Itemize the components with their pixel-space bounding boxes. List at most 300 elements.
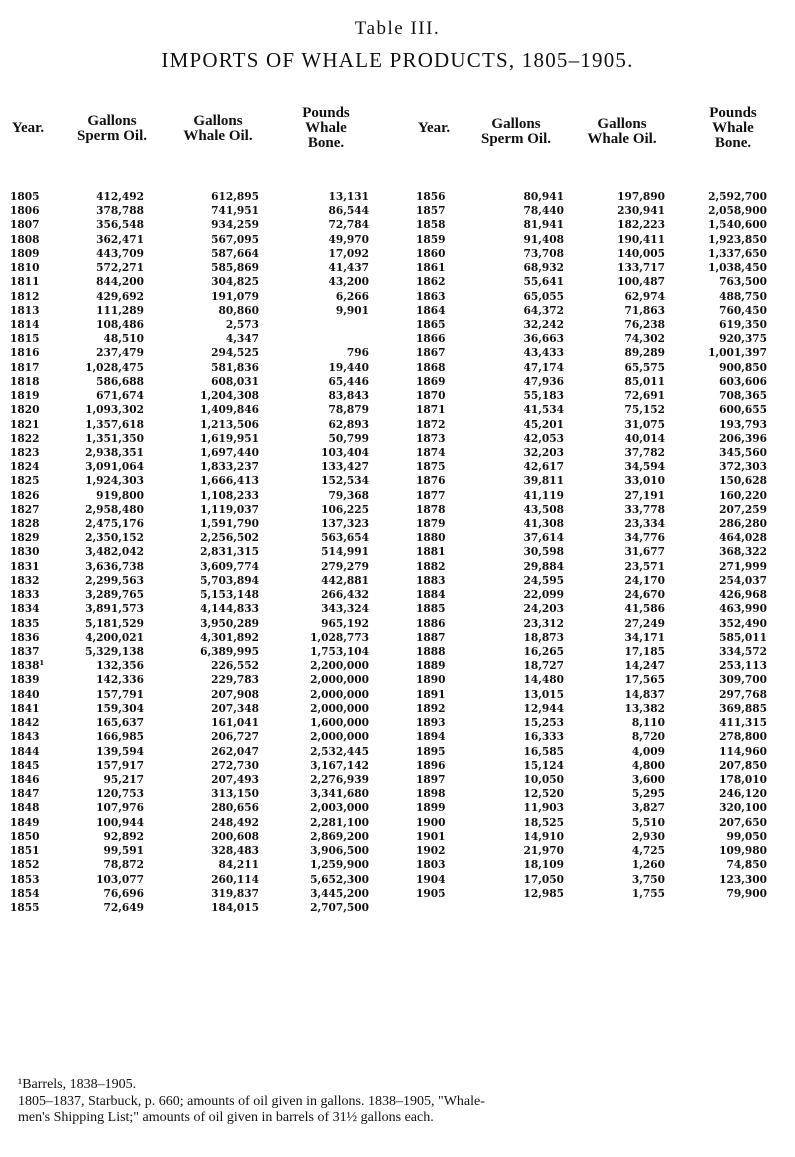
whale-oil-cell: 71,863 <box>624 302 665 317</box>
whale-oil-cell: 567,095 <box>211 231 259 246</box>
sperm-oil-cell: 108,486 <box>96 316 144 331</box>
whale-oil-cell: 1,697,440 <box>200 444 259 459</box>
sperm-oil-cell: 16,585 <box>523 743 564 758</box>
whale-oil-cell: 1,591,790 <box>200 516 259 531</box>
whale-bone-cell <box>277 317 369 331</box>
whale-bone-cell: 86,544 <box>328 203 369 218</box>
whale-bone-cell: 3,906,500 <box>310 843 369 858</box>
whale-bone-cell: 1,038,450 <box>708 260 767 275</box>
sperm-oil-cell: 37,614 <box>523 530 564 545</box>
whale-bone-cell: 72,784 <box>328 217 369 232</box>
year-cell: 1818 <box>10 373 40 388</box>
whale-oil-cell: 5,510 <box>631 814 665 829</box>
whale-bone-cell: 2,532,445 <box>310 743 369 758</box>
year-cell: 1870 <box>416 388 446 403</box>
whale-bone-cell: 13,131 <box>328 189 369 203</box>
whale-bone-cell: 271,999 <box>719 558 767 573</box>
whale-bone-cell: 193,793 <box>719 416 767 431</box>
whale-oil-cell: 182,223 <box>617 217 665 232</box>
year-cell: 1867 <box>416 345 446 360</box>
whale-oil-cell: 3,609,774 <box>200 558 259 573</box>
sperm-oil-cell: 47,936 <box>523 373 564 388</box>
year-cell: 1851 <box>10 843 40 858</box>
whale-oil-cell: 1,204,308 <box>200 388 259 403</box>
year-cell: 1807 <box>10 217 40 232</box>
year-cell: 1815 <box>10 331 40 346</box>
sperm-oil-cell: 2,350,152 <box>85 530 144 545</box>
year-cell: 1850 <box>10 828 40 843</box>
sperm-oil-cell: 81,941 <box>523 217 564 232</box>
year-cell: 1878 <box>416 501 446 516</box>
whale-bone-cell: 1,600,000 <box>310 715 369 730</box>
year-cell: 1805 <box>10 189 40 203</box>
sperm-oil-cell: 5,181,529 <box>85 615 144 630</box>
sperm-oil-cell: 91,408 <box>523 231 564 246</box>
sperm-oil-cell: 165,637 <box>96 715 144 730</box>
whale-oil-cell: 304,825 <box>211 274 259 289</box>
table-subtitle: IMPORTS OF WHALE PRODUCTS, 1805–1905. <box>161 48 634 72</box>
year-cell: 1829 <box>10 530 40 545</box>
sperm-oil-cell: 1,357,618 <box>85 416 144 431</box>
year-cell: 1888 <box>416 644 446 658</box>
whale-oil-cell: 1,108,233 <box>200 487 259 502</box>
left-whale-column <box>167 189 259 914</box>
whale-bone-cell: 9,901 <box>335 302 369 317</box>
sperm-oil-cell: 12,520 <box>523 786 564 801</box>
left-years-column <box>10 189 44 914</box>
year-cell: 1868 <box>416 359 446 374</box>
year-cell: 1833 <box>10 587 40 602</box>
sperm-oil-cell: 12,944 <box>523 700 564 715</box>
sperm-oil-cell: 356,548 <box>96 217 144 232</box>
year-cell: 1865 <box>416 316 446 331</box>
year-cell: 1889 <box>416 658 446 673</box>
whale-oil-cell: 14,247 <box>624 658 665 673</box>
sperm-oil-cell: 111,289 <box>96 302 144 317</box>
sperm-oil-cell: 18,727 <box>523 658 564 673</box>
year-cell: 1890 <box>416 672 446 687</box>
sperm-oil-cell: 443,709 <box>96 245 144 260</box>
header-year-right: Year. <box>417 120 451 136</box>
sperm-oil-cell: 107,976 <box>96 800 144 815</box>
year-cell: 1854 <box>10 885 40 900</box>
year-cell: 1891 <box>416 686 446 701</box>
whale-bone-cell: 160,220 <box>719 487 767 502</box>
whale-oil-cell: 4,009 <box>631 743 665 758</box>
sperm-oil-cell: 29,884 <box>523 558 564 573</box>
whale-oil-cell: 2,573 <box>225 316 259 331</box>
whale-bone-cell: 133,427 <box>321 459 369 474</box>
whale-oil-cell: 280,656 <box>211 800 259 815</box>
whale-bone-cell: 152,534 <box>321 473 369 488</box>
sperm-oil-cell: 24,595 <box>523 572 564 587</box>
year-cell: 1816 <box>10 345 40 360</box>
whale-bone-cell: 178,010 <box>719 771 767 786</box>
sperm-oil-cell: 22,099 <box>523 587 564 602</box>
whale-bone-cell: 266,432 <box>321 587 369 602</box>
whale-bone-cell: 708,365 <box>719 388 767 403</box>
year-cell: 1811 <box>10 274 40 289</box>
sperm-oil-cell: 21,970 <box>523 843 564 858</box>
whale-oil-cell: 206,727 <box>211 729 259 744</box>
whale-oil-cell: 62,974 <box>624 288 665 303</box>
whale-bone-cell: 206,396 <box>719 430 767 445</box>
sperm-oil-cell: 17,050 <box>523 871 564 886</box>
whale-bone-cell: 207,850 <box>719 757 767 772</box>
whale-oil-cell: 33,778 <box>624 501 665 516</box>
whale-oil-cell: 27,249 <box>624 615 665 630</box>
whale-bone-cell: 369,885 <box>719 700 767 715</box>
sperm-oil-cell: 16,333 <box>523 729 564 744</box>
whale-oil-cell: 14,837 <box>624 686 665 701</box>
whale-oil-cell: 5,703,894 <box>200 572 259 587</box>
sperm-oil-cell: 14,910 <box>523 828 564 843</box>
whale-oil-cell: 272,730 <box>211 757 259 772</box>
sperm-oil-cell: 2,938,351 <box>85 444 144 459</box>
whale-oil-cell: 207,908 <box>211 686 259 701</box>
whale-oil-cell: 34,776 <box>624 530 665 545</box>
whale-bone-cell: 334,572 <box>719 644 767 658</box>
sperm-oil-cell: 16,265 <box>523 644 564 658</box>
whale-bone-cell: 19,440 <box>328 359 369 374</box>
year-cell: 1885 <box>416 601 446 616</box>
sperm-oil-cell: 1,028,475 <box>85 359 144 374</box>
whale-oil-cell: 3,827 <box>631 800 665 815</box>
sperm-oil-cell: 64,372 <box>523 302 564 317</box>
whale-bone-cell: 1,753,104 <box>310 644 369 658</box>
year-cell: 1852 <box>10 857 40 872</box>
whale-oil-cell: 248,492 <box>211 814 259 829</box>
year-cell: 1820 <box>10 402 40 417</box>
year-cell: 1858 <box>416 217 446 232</box>
whale-oil-cell: 6,389,995 <box>200 644 259 658</box>
year-cell: 1863 <box>416 288 446 303</box>
whale-bone-cell: 2,003,000 <box>310 800 369 815</box>
sperm-oil-cell: 32,242 <box>523 316 564 331</box>
whale-oil-cell: 76,238 <box>624 316 665 331</box>
left-sperm-column <box>52 189 144 914</box>
year-cell: 1901 <box>416 828 446 843</box>
year-cell: 1897 <box>416 771 446 786</box>
whale-bone-cell: 442,881 <box>321 572 369 587</box>
year-cell: 1875 <box>416 459 446 474</box>
whale-oil-cell: 85,011 <box>624 373 665 388</box>
sperm-oil-cell: 18,873 <box>523 629 564 644</box>
sperm-oil-cell: 15,253 <box>523 715 564 730</box>
whale-oil-cell: 612,895 <box>211 189 259 203</box>
whale-oil-cell: 100,487 <box>617 274 665 289</box>
sperm-oil-cell: 919,800 <box>96 487 144 502</box>
year-cell: 1869 <box>416 373 446 388</box>
whale-oil-cell: 80,860 <box>218 302 259 317</box>
whale-oil-cell: 1,755 <box>631 885 665 900</box>
year-cell: 1892 <box>416 700 446 715</box>
whale-oil-cell: 197,890 <box>617 189 665 203</box>
whale-oil-cell: 200,608 <box>211 828 259 843</box>
sperm-oil-cell: 132,356 <box>96 658 144 673</box>
sperm-oil-cell: 10,050 <box>523 771 564 786</box>
whale-bone-cell: 65,446 <box>328 373 369 388</box>
year-cell: 1819 <box>10 388 40 403</box>
sperm-oil-cell: 3,891,573 <box>85 601 144 616</box>
whale-bone-cell: 488,750 <box>719 288 767 303</box>
whale-bone-cell: 150,628 <box>719 473 767 488</box>
year-cell: 1809 <box>10 245 40 260</box>
year-cell: 1864 <box>416 302 446 317</box>
sperm-oil-cell: 47,174 <box>523 359 564 374</box>
year-cell: 1879 <box>416 516 446 531</box>
whale-bone-cell: 99,050 <box>726 828 767 843</box>
whale-bone-cell: 1,337,650 <box>708 245 767 260</box>
whale-bone-cell: 563,654 <box>321 530 369 545</box>
whale-oil-cell: 72,691 <box>624 388 665 403</box>
sperm-oil-cell: 586,688 <box>96 373 144 388</box>
whale-oil-cell: 1,119,037 <box>200 501 259 516</box>
whale-bone-cell: 796 <box>346 345 369 360</box>
whale-oil-cell: 33,010 <box>624 473 665 488</box>
year-cell: 1886 <box>416 615 446 630</box>
sperm-oil-cell: 65,055 <box>523 288 564 303</box>
whale-bone-cell: 79,368 <box>328 487 369 502</box>
whale-oil-cell: 84,211 <box>218 857 259 872</box>
year-cell: 1823 <box>10 444 40 459</box>
sperm-oil-cell: 73,708 <box>523 245 564 260</box>
sperm-oil-cell: 41,308 <box>523 516 564 531</box>
whale-oil-cell: 184,015 <box>211 899 259 914</box>
year-cell: 1898 <box>416 786 446 801</box>
header-bone-left: Pounds Whale Bone. <box>302 105 350 151</box>
whale-oil-cell: 1,833,237 <box>200 459 259 474</box>
year-cell: 1812 <box>10 288 40 303</box>
sperm-oil-cell: 12,985 <box>523 885 564 900</box>
whale-oil-cell: 74,302 <box>624 331 665 346</box>
year-cell: 1860 <box>416 245 446 260</box>
sperm-oil-cell: 72,649 <box>103 899 144 914</box>
whale-bone-cell: 123,300 <box>719 871 767 886</box>
whale-bone-cell: 585,011 <box>719 629 767 644</box>
whale-oil-cell: 1,619,951 <box>200 430 259 445</box>
sperm-oil-cell: 14,480 <box>523 672 564 687</box>
whale-bone-cell: 345,560 <box>719 444 767 459</box>
year-cell: 1896 <box>416 757 446 772</box>
sperm-oil-cell: 78,440 <box>523 203 564 218</box>
whale-oil-cell: 230,941 <box>617 203 665 218</box>
whale-bone-cell: 426,968 <box>719 587 767 602</box>
whale-oil-cell: 2,930 <box>631 828 665 843</box>
whale-oil-cell: 140,005 <box>617 245 665 260</box>
year-cell: 1821 <box>10 416 40 431</box>
whale-oil-cell: 3,600 <box>631 771 665 786</box>
year-cell: 1835 <box>10 615 40 630</box>
whale-bone-cell: 6,266 <box>335 288 369 303</box>
whale-oil-cell: 207,493 <box>211 771 259 786</box>
sperm-oil-cell: 42,053 <box>523 430 564 445</box>
whale-bone-cell: 278,800 <box>719 729 767 744</box>
whale-oil-cell: 23,334 <box>624 516 665 531</box>
year-cell: 1887 <box>416 629 446 644</box>
sperm-oil-cell: 92,892 <box>103 828 144 843</box>
header-whale-left: Gallons Whale Oil. <box>183 113 253 144</box>
whale-bone-cell: 297,768 <box>719 686 767 701</box>
whale-bone-cell: 763,500 <box>719 274 767 289</box>
year-cell: 1803 <box>416 857 446 872</box>
sperm-oil-cell: 45,201 <box>523 416 564 431</box>
sperm-oil-cell: 362,471 <box>96 231 144 246</box>
year-cell: 1824 <box>10 459 40 474</box>
sperm-oil-cell: 78,872 <box>103 857 144 872</box>
year-cell: 1842 <box>10 715 40 730</box>
whale-oil-cell: 2,831,315 <box>200 544 259 559</box>
sperm-oil-cell: 55,183 <box>523 388 564 403</box>
year-cell: 1837 <box>10 644 40 658</box>
whale-bone-cell: 2,000,000 <box>310 729 369 744</box>
whale-bone-cell: 1,923,850 <box>708 231 767 246</box>
sperm-oil-cell: 120,753 <box>96 786 144 801</box>
year-cell: 1848 <box>10 800 40 815</box>
sperm-oil-cell: 2,958,480 <box>85 501 144 516</box>
whale-oil-cell: 31,075 <box>624 416 665 431</box>
year-cell: 1872 <box>416 416 446 431</box>
whale-oil-cell: 328,483 <box>211 843 259 858</box>
whale-bone-cell: 50,799 <box>328 430 369 445</box>
sperm-oil-cell: 157,791 <box>96 686 144 701</box>
whale-bone-cell: 17,092 <box>328 245 369 260</box>
whale-oil-cell: 262,047 <box>211 743 259 758</box>
whale-bone-cell: 309,700 <box>719 672 767 687</box>
year-cell: 1827 <box>10 501 40 516</box>
right-whale-column <box>573 189 665 900</box>
whale-oil-cell: 17,565 <box>624 672 665 687</box>
sperm-oil-cell: 157,917 <box>96 757 144 772</box>
sperm-oil-cell: 3,636,738 <box>85 558 144 573</box>
whale-bone-cell: 5,652,300 <box>310 871 369 886</box>
whale-bone-cell: 109,980 <box>719 843 767 858</box>
whale-oil-cell: 1,409,846 <box>200 402 259 417</box>
whale-oil-cell: 89,289 <box>624 345 665 360</box>
whale-bone-cell: 207,650 <box>719 814 767 829</box>
whale-bone-cell: 254,037 <box>719 572 767 587</box>
whale-oil-cell: 37,782 <box>624 444 665 459</box>
whale-bone-cell: 2,058,900 <box>708 203 767 218</box>
year-cell: 1840 <box>10 686 40 701</box>
sperm-oil-cell: 1,924,303 <box>85 473 144 488</box>
year-cell: 1866 <box>416 331 446 346</box>
year-cell: 1813 <box>10 302 40 317</box>
whale-bone-cell: 619,350 <box>719 316 767 331</box>
year-cell: 1817 <box>10 359 40 374</box>
year-cell: 1900 <box>416 814 446 829</box>
right-bone-column <box>675 189 767 900</box>
whale-bone-cell: 463,990 <box>719 601 767 616</box>
year-cell: 1862 <box>416 274 446 289</box>
sperm-oil-cell: 48,510 <box>103 331 144 346</box>
whale-bone-cell: 368,322 <box>719 544 767 559</box>
whale-oil-cell: 31,677 <box>624 544 665 559</box>
header-bone-right: Pounds Whale Bone. <box>709 105 757 151</box>
sperm-oil-cell: 159,304 <box>96 700 144 715</box>
whale-oil-cell: 4,144,833 <box>200 601 259 616</box>
whale-oil-cell: 13,382 <box>624 700 665 715</box>
whale-oil-cell: 260,114 <box>211 871 259 886</box>
whale-oil-cell: 4,301,892 <box>200 629 259 644</box>
year-cell: 1884 <box>416 587 446 602</box>
year-cell: 1883 <box>416 572 446 587</box>
footnote-sources-line1: 1805–1837, Starbuck, p. 660; amounts of oil given in gallons. 1838–1905, "Whale- <box>18 1094 485 1109</box>
whale-oil-cell: 161,041 <box>211 715 259 730</box>
sperm-oil-cell: 1,093,302 <box>85 402 144 417</box>
whale-bone-cell: 900,850 <box>719 359 767 374</box>
whale-bone-cell: 2,707,500 <box>310 899 369 914</box>
sperm-oil-cell: 139,594 <box>96 743 144 758</box>
whale-bone-cell: 1,540,600 <box>708 217 767 232</box>
whale-oil-cell: 3,950,289 <box>200 615 259 630</box>
year-cell: 1838¹ <box>10 658 45 673</box>
sperm-oil-cell: 103,077 <box>96 871 144 886</box>
sperm-oil-cell: 378,788 <box>96 203 144 218</box>
sperm-oil-cell: 429,692 <box>96 288 144 303</box>
whale-oil-cell: 190,411 <box>617 231 665 246</box>
sperm-oil-cell: 95,217 <box>103 771 144 786</box>
whale-oil-cell: 585,869 <box>211 260 259 275</box>
whale-oil-cell: 133,717 <box>617 260 665 275</box>
year-cell: 1831 <box>10 558 40 573</box>
sperm-oil-cell: 237,479 <box>96 345 144 360</box>
whale-bone-cell: 2,276,939 <box>310 771 369 786</box>
year-cell: 1859 <box>416 231 446 246</box>
sperm-oil-cell: 18,109 <box>523 857 564 872</box>
whale-oil-cell: 75,152 <box>624 402 665 417</box>
whale-bone-cell: 83,843 <box>328 388 369 403</box>
year-cell: 1861 <box>416 260 446 275</box>
whale-oil-cell: 608,031 <box>211 373 259 388</box>
year-cell: 1830 <box>10 544 40 559</box>
whale-oil-cell: 24,670 <box>624 587 665 602</box>
whale-bone-cell: 1,259,900 <box>310 857 369 872</box>
footnote-barrels: ¹Barrels, 1838–1905. <box>18 1077 137 1092</box>
sperm-oil-cell: 42,617 <box>523 459 564 474</box>
whale-bone-cell: 253,113 <box>719 658 767 673</box>
year-cell: 1902 <box>416 843 446 858</box>
year-cell: 1874 <box>416 444 446 459</box>
year-cell: 1894 <box>416 729 446 744</box>
sperm-oil-cell: 3,091,064 <box>85 459 144 474</box>
year-cell: 1828 <box>10 516 40 531</box>
year-cell: 1856 <box>416 189 446 203</box>
year-cell: 1893 <box>416 715 446 730</box>
whale-bone-cell: 1,001,397 <box>708 345 767 360</box>
whale-oil-cell: 34,171 <box>624 629 665 644</box>
right-years-column <box>416 189 445 900</box>
sperm-oil-cell: 844,200 <box>96 274 144 289</box>
whale-bone-cell: 246,120 <box>719 786 767 801</box>
sperm-oil-cell: 24,203 <box>523 601 564 616</box>
year-cell: 1822 <box>10 430 40 445</box>
whale-bone-cell: 2,200,000 <box>310 658 369 673</box>
sperm-oil-cell: 4,200,021 <box>85 629 144 644</box>
whale-oil-cell: 1,260 <box>631 857 665 872</box>
whale-oil-cell: 4,800 <box>631 757 665 772</box>
year-cell: 1895 <box>416 743 446 758</box>
whale-bone-cell: 965,192 <box>321 615 369 630</box>
year-cell: 1880 <box>416 530 446 545</box>
whale-bone-cell: 352,490 <box>719 615 767 630</box>
sperm-oil-cell: 41,119 <box>523 487 564 502</box>
sperm-oil-cell: 13,015 <box>523 686 564 701</box>
year-cell: 1905 <box>416 885 446 900</box>
year-cell: 1839 <box>10 672 40 687</box>
whale-bone-cell: 603,606 <box>719 373 767 388</box>
sperm-oil-cell: 23,312 <box>523 615 564 630</box>
